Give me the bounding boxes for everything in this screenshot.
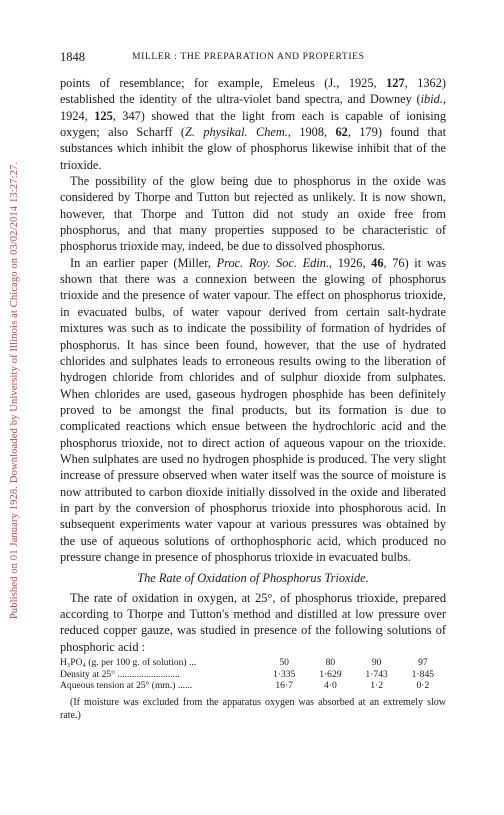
- table-cell: 80: [325, 657, 336, 669]
- paragraph-1: [60, 75, 446, 173]
- footnote: (If moisture was excluded from the apparatus oxygen was absorbed at an extremely slow rate.): [60, 696, 446, 722]
- paragraph-3: [60, 255, 446, 566]
- volume-number: 125: [94, 108, 113, 123]
- table-cell: 97: [418, 657, 428, 669]
- text: , 1924,: [60, 92, 446, 123]
- row-label: Density at 25° ..........................: [60, 668, 180, 680]
- volume-number: 46: [371, 255, 384, 270]
- citation-journal: Proc. Roy. Soc. Edin.: [216, 255, 330, 270]
- text: , 1362) established the identity of the ultra-violet band spectra, and Downey (: [60, 76, 446, 107]
- text: points of resemblance; for example, Emeleus (J., 1925,: [60, 76, 387, 90]
- table-row: [60, 680, 446, 692]
- citation-journal: ibid.: [420, 92, 443, 107]
- table-cell: 1·629: [319, 668, 342, 680]
- running-title: MILLER : THE PREPARATION AND PROPERTIES: [132, 51, 365, 62]
- download-watermark: [4, 40, 26, 740]
- text: , 76) it was shown that there was a connexion between the glowing of phosphorus trioxide and the presence of water vapour. The effect on phosphorus trioxide, in evacuated bulbs, of water vapour derived from certain salt-hydrate mixtures was such as to indicate the possibility of formation of hydrides of phosphorus. It has since been found, however, that the use of hydrated chlorides and sulphates leads to erroneous results owing to the liberation of hydrogen chloride from chlorides and of sulphur dioxide from sulphates. When chlorides are used, gaseous hydrogen phosphide has been definitely proved to be amongst the final products, but its formation is due to complicated reactions which ensue between the hydrochloric acid and the phosphorus trioxide, not to direct action of aqueous vapour on the trioxide. When sulphates are used no hydrogen phosphide is produced. The very slight increase of pressure observed when water itself was the source of moisture is now attributed to carbon dioxide initially dissolved in the oxide and liberated in part by the conversion of phosphorus trioxide into phosphorous acid. In subsequent experiments water vapour at various pressures was obtained by the use of aqueous solutions of orthophosphoric acid, which produced no pressure change in presence of phosphorus trioxide in evacuated bulbs.: [60, 255, 446, 564]
- volume-number: 62: [335, 125, 348, 140]
- table-cell: 1·845: [411, 668, 435, 680]
- text: , 1908,: [287, 125, 336, 140]
- article-body: [60, 75, 446, 723]
- table-cell: 1·2: [370, 680, 384, 692]
- paragraph-4: The rate of oxidation in oxygen, at 25°, of phosphorus trioxide, prepared according to Thorpe and Tutton's method and distilled at low pressure over reduced copper gauze, was studied in presence of the following solutions of phosphoric acid :: [60, 590, 446, 654]
- text: , 179) found that substances which inhibit the glow of phosphorus likewise inhibit that of the trioxide.: [60, 125, 447, 172]
- section-heading: The Rate of Oxidation of Phosphorus Trioxide.: [137, 571, 369, 586]
- page-header: [60, 50, 446, 66]
- citation-journal: Z. physikal. Chem.: [185, 125, 288, 140]
- table-cell: 0·2: [416, 680, 430, 692]
- table-row: [60, 657, 446, 669]
- page-number: 1848: [60, 50, 85, 64]
- text: In an earlier paper (Miller,: [70, 255, 217, 270]
- table-cell: 4·0: [323, 680, 337, 692]
- table-cell: 1·335: [272, 668, 296, 680]
- table-row: [60, 669, 446, 681]
- paragraph-2: The possibility of the glow being due to phosphorus in the oxide was considered by Thorpe and Tutton but rejected as unlikely. It is now shown, however, that Thorpe and Tutton did not study an oxide free from phosphorus, and that many properties supposed to be characteristic of phosphorus trioxide may, indeed, be due to dissolved phosphorus.: [60, 174, 446, 254]
- table-cell: 50: [279, 657, 289, 669]
- volume-number: 127: [386, 76, 405, 90]
- phosphoric-acid-table: [60, 657, 446, 692]
- table-cell: 1·743: [365, 668, 388, 680]
- text: , 1926,: [329, 255, 372, 270]
- table-cell: 16·7: [275, 680, 293, 692]
- row-label: Aqueous tension at 25° (mm.) ......: [60, 680, 193, 692]
- text: , 347) showed that the light from each is capable of ionising oxygen; also Scharff (: [60, 108, 446, 140]
- download-note: Published on 01 January 1928. Downloaded by University of Illinois at Chicago on 03/02/2014 13:27:27.: [9, 161, 21, 619]
- row-label: H₃PO₄ (g. per 100 g. of solution) ...: [60, 657, 197, 669]
- table-cell: 90: [371, 657, 382, 669]
